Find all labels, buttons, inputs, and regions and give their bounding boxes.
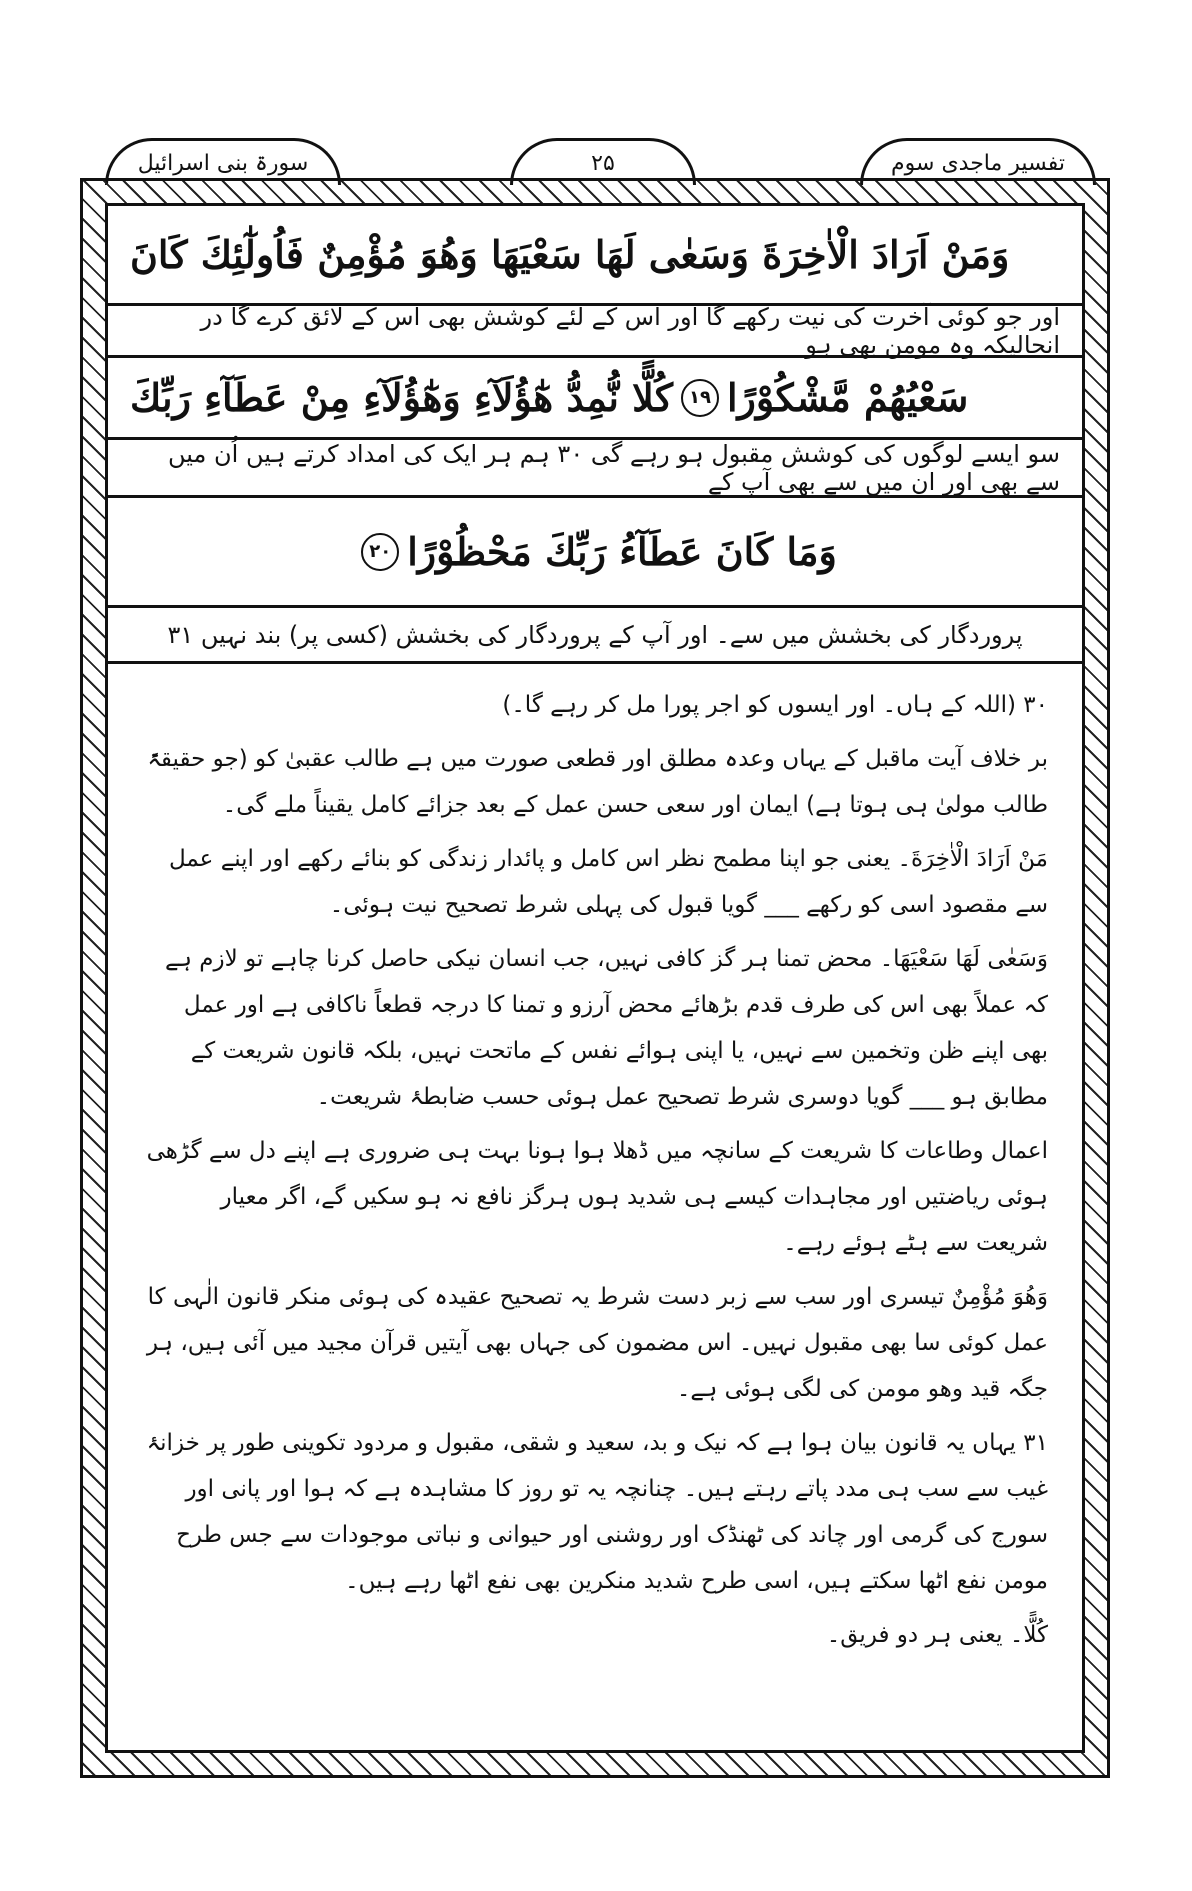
header-book-title: تفسیر ماجدی سوم	[860, 138, 1096, 185]
translation-text: اور جو کوئی آخرت کی نیت رکھے گا اور اس کے لئے کوشش بھی اس کے لائق کرے گا در انحالیکہ وہ مومن بھی ہو	[200, 302, 1060, 359]
verse-text: سَعْيُهُمْ مَّشْكُوْرًا	[726, 375, 969, 420]
commentary-note-31: ۳۱ یہاں یہ قانون بیان ہوا ہے کہ نیک و بد، سعید و شقی، مقبول و مردود تکوینی طور پر خزانۂ غیب سے سب ہی مدد پاتے رہتے ہیں۔ چنانچہ یہ تو روز کا مشاہدہ ہے کہ ہوا اور پانی اور سورج کی گرمی اور چاند کی ٹھنڈک اور روشنی اور حیوانی و نباتی موجودات سے جس طرح مومن نفع اٹھا سکتے ہیں، اسی طرح شدید منکرین بھی نفع اٹھا رہے ہیں۔	[146, 1430, 1048, 1594]
verse-translation-2	[108, 440, 1082, 498]
commentary-paragraph: وَهُوَ مُؤْمِنٌ تیسری اور سب سے زبر دست شرط یہ تصحیح عقیدہ کی ہوئی منکر قانون الٰہی کا عمل کوئی سا بھی مقبول نہیں۔ اس مضمون کی جہاں بھی آیتیں قرآن مجید میں آئی ہیں، ہر جگہ قید وھو مومن کی لگی ہوئی ہے۔	[146, 1284, 1048, 1402]
commentary-paragraph: كُلًّا۔ یعنی ہر دو فریق۔	[826, 1622, 1048, 1648]
header-page-number: ۲۵	[510, 138, 696, 185]
commentary-note-30: ۳۰ (اللہ کے ہاں۔ اور ایسوں کو اجر پورا مل کر رہے گا۔)	[502, 692, 1048, 718]
verse-translation-1	[108, 302, 1082, 359]
ayah-number-marker: ۱۹	[681, 379, 719, 417]
commentary	[108, 664, 1082, 1658]
page-content	[105, 203, 1085, 1753]
commentary-paragraph: بر خلاف آیت ماقبل کے یہاں وعدہ مطلق اور قطعی صورت میں ہے طالب عقبیٰ کو (جو حقیقۃً طالب مولیٰ ہی ہوتا ہے) ایمان اور سعی حسن عمل کے بعد جزائے کامل یقیناً ملے گی۔	[147, 746, 1048, 818]
page-header	[0, 0, 1192, 180]
verse-arabic-3	[108, 498, 1082, 608]
verse-arabic-2	[108, 358, 1082, 440]
verse-text: وَمَا كَانَ عَطَآءُ رَبِّكَ مَحْظُوْرًا	[407, 529, 837, 574]
verse-text: وَمَنْ اَرَادَ الْاٰخِرَةَ وَسَعٰى لَهَا سَعْيَهَا وَهُوَ مُؤْمِنٌ فَاُولٰٓئِكَ كَانَ	[130, 232, 1010, 277]
ornamental-border	[80, 178, 1110, 1778]
verse-arabic-1	[108, 206, 1082, 306]
translation-text: پروردگار کی بخشش میں سے۔ اور آپ کے پروردگار کی بخشش (کسی پر) بند نہیں ۳۱	[167, 620, 1023, 649]
verse-translation-3	[108, 608, 1082, 664]
header-surah-name: سورۃ بنی اسرائیل	[105, 138, 341, 185]
ayah-number-marker: ۲۰	[361, 533, 399, 571]
commentary-paragraph: اعمال وطاعات کا شریعت کے سانچہ میں ڈھلا ہوا ہونا بہت ہی ضروری ہے اپنے دل سے گڑھی ہوئی ریاضتیں اور مجاہدات کیسے ہی شدید ہوں ہرگز نافع نہ ہو سکیں گے، اگر معیار شریعت سے ہٹے ہوئے رہے۔	[146, 1138, 1048, 1256]
commentary-paragraph: وَسَعٰى لَهَا سَعْيَهَا۔ محض تمنا ہر گز کافی نہیں، جب انسان نیکی حاصل کرنا چاہے تو لازم ہے کہ عملاً بھی اس کی طرف قدم بڑھائے محض آرزو و تمنا کا درجہ قطعاً ناکافی ہے اور عمل بھی اپنے ظن وتخمین سے نہیں، یا اپنی ہوائے نفس کے ماتحت نہیں، بلکہ قانون شریعت کے مطابق ہو ___ گویا دوسری شرط تصحیح عمل ہوئی حسب ضابطۂ شریعت۔	[165, 946, 1048, 1110]
verse-text: كُلًّا نُّمِدُّ هٰٓؤُلَآءِ وَهٰٓؤُلَآءِ مِنْ عَطَآءِ رَبِّكَ	[130, 375, 673, 420]
translation-text: سو ایسے لوگوں کی کوشش مقبول ہو رہے گی ۳۰ ہم ہر ایک کی امداد کرتے ہیں اُن میں سے بھی اور ان میں سے بھی آپ کے	[168, 439, 1060, 496]
commentary-paragraph: مَنْ اَرَادَ الْاٰخِرَةَ۔ یعنی جو اپنا مطمح نظر اس کامل و پائدار زندگی کو بنائے رکھے اور اپنے عمل سے مقصود اسی کو رکھے ___ گویا قبول کی پہلی شرط تصحیح نیت ہوئی۔	[168, 846, 1048, 918]
